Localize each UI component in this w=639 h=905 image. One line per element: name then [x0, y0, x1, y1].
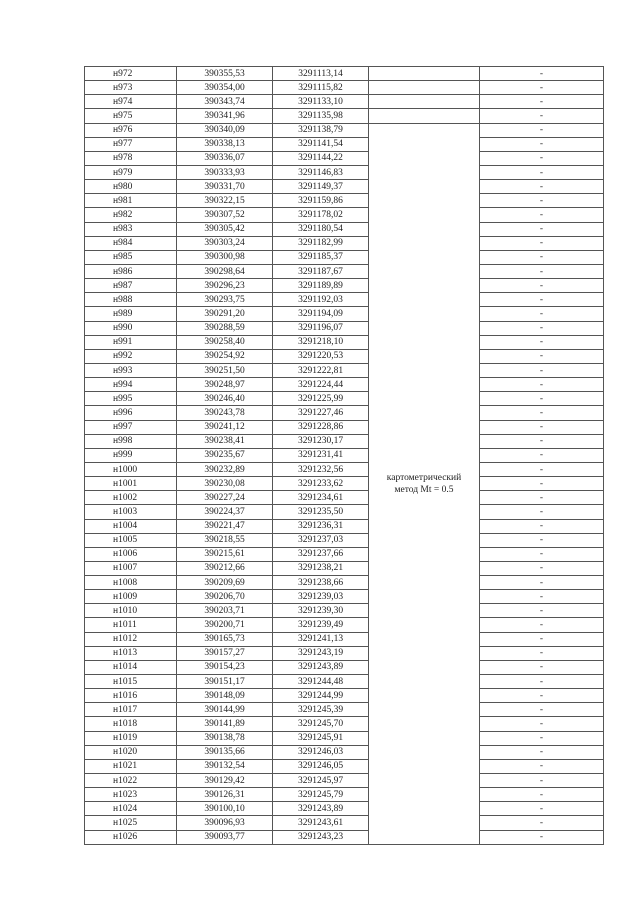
point-cell: н1016 [85, 689, 177, 703]
y-coordinate-cell: 3291246,03 [273, 745, 369, 759]
accuracy-cell: - [480, 165, 604, 179]
point-cell: н1019 [85, 731, 177, 745]
point-cell: н1024 [85, 802, 177, 816]
point-cell: н989 [85, 307, 177, 321]
accuracy-cell: - [480, 604, 604, 618]
y-coordinate-cell: 3291243,23 [273, 830, 369, 844]
table-row [85, 477, 604, 491]
accuracy-cell: - [480, 533, 604, 547]
x-coordinate-cell: 390354,00 [177, 81, 273, 95]
x-coordinate-cell: 390154,23 [177, 660, 273, 674]
y-coordinate-cell: 3291245,91 [273, 731, 369, 745]
point-cell: н1000 [85, 462, 177, 476]
y-coordinate-cell: 3291237,03 [273, 533, 369, 547]
point-cell: н992 [85, 349, 177, 363]
x-coordinate-cell: 390251,50 [177, 363, 273, 377]
x-coordinate-cell: 390215,61 [177, 547, 273, 561]
table-row [85, 222, 604, 236]
table-row [85, 689, 604, 703]
point-cell: н995 [85, 392, 177, 406]
y-coordinate-cell: 3291239,30 [273, 604, 369, 618]
method-cell-empty [369, 67, 480, 81]
point-cell: н973 [85, 81, 177, 95]
accuracy-cell: - [480, 660, 604, 674]
table-row [85, 349, 604, 363]
point-cell: н1017 [85, 703, 177, 717]
table-row [85, 802, 604, 816]
x-coordinate-cell: 390096,93 [177, 816, 273, 830]
y-coordinate-cell: 3291182,99 [273, 236, 369, 250]
point-cell: н1021 [85, 759, 177, 773]
y-coordinate-cell: 3291243,89 [273, 802, 369, 816]
point-cell: н1023 [85, 788, 177, 802]
point-cell: н978 [85, 151, 177, 165]
x-coordinate-cell: 390258,40 [177, 335, 273, 349]
table-row [85, 731, 604, 745]
y-coordinate-cell: 3291178,02 [273, 208, 369, 222]
point-cell: н984 [85, 236, 177, 250]
table-row [85, 236, 604, 250]
x-coordinate-cell: 390343,74 [177, 95, 273, 109]
accuracy-cell: - [480, 462, 604, 476]
point-cell: н997 [85, 420, 177, 434]
y-coordinate-cell: 3291244,99 [273, 689, 369, 703]
y-coordinate-cell: 3291115,82 [273, 81, 369, 95]
accuracy-cell: - [480, 788, 604, 802]
point-cell: н1009 [85, 590, 177, 604]
table-row [85, 774, 604, 788]
y-coordinate-cell: 3291243,61 [273, 816, 369, 830]
accuracy-cell: - [480, 208, 604, 222]
x-coordinate-cell: 390157,27 [177, 646, 273, 660]
x-coordinate-cell: 390129,42 [177, 774, 273, 788]
y-coordinate-cell: 3291222,81 [273, 363, 369, 377]
table-row [85, 816, 604, 830]
x-coordinate-cell: 390303,24 [177, 236, 273, 250]
accuracy-cell: - [480, 123, 604, 137]
x-coordinate-cell: 390300,98 [177, 250, 273, 264]
table-row [85, 448, 604, 462]
table-row [85, 137, 604, 151]
table-row [85, 293, 604, 307]
x-coordinate-cell: 390307,52 [177, 208, 273, 222]
y-coordinate-cell: 3291180,54 [273, 222, 369, 236]
y-coordinate-cell: 3291159,86 [273, 194, 369, 208]
accuracy-cell: - [480, 590, 604, 604]
accuracy-cell: - [480, 774, 604, 788]
x-coordinate-cell: 390293,75 [177, 293, 273, 307]
y-coordinate-cell: 3291185,37 [273, 250, 369, 264]
point-cell: н1005 [85, 533, 177, 547]
y-coordinate-cell: 3291246,05 [273, 759, 369, 773]
y-coordinate-cell: 3291243,19 [273, 646, 369, 660]
accuracy-cell: - [480, 378, 604, 392]
point-cell: н1001 [85, 477, 177, 491]
x-coordinate-cell: 390254,92 [177, 349, 273, 363]
accuracy-cell: - [480, 491, 604, 505]
table-row [85, 279, 604, 293]
point-cell: н1022 [85, 774, 177, 788]
method-cell-empty [369, 109, 480, 123]
x-coordinate-cell: 390243,78 [177, 406, 273, 420]
y-coordinate-cell: 3291244,48 [273, 675, 369, 689]
x-coordinate-cell: 390148,09 [177, 689, 273, 703]
accuracy-cell: - [480, 830, 604, 844]
y-coordinate-cell: 3291138,79 [273, 123, 369, 137]
x-coordinate-cell: 390200,71 [177, 618, 273, 632]
x-coordinate-cell: 390165,73 [177, 632, 273, 646]
table-row [85, 462, 604, 476]
x-coordinate-cell: 390232,89 [177, 462, 273, 476]
method-cell [369, 123, 480, 844]
accuracy-cell: - [480, 321, 604, 335]
accuracy-cell: - [480, 392, 604, 406]
y-coordinate-cell: 3291233,62 [273, 477, 369, 491]
point-cell: н986 [85, 264, 177, 278]
x-coordinate-cell: 390331,70 [177, 180, 273, 194]
accuracy-cell: - [480, 802, 604, 816]
y-coordinate-cell: 3291194,09 [273, 307, 369, 321]
table-row [85, 392, 604, 406]
table-row [85, 81, 604, 95]
y-coordinate-cell: 3291235,50 [273, 505, 369, 519]
point-cell: н990 [85, 321, 177, 335]
table-row [85, 491, 604, 505]
x-coordinate-cell: 390340,09 [177, 123, 273, 137]
table-row [85, 547, 604, 561]
point-cell: н974 [85, 95, 177, 109]
y-coordinate-cell: 3291239,49 [273, 618, 369, 632]
point-cell: н1011 [85, 618, 177, 632]
accuracy-cell: - [480, 420, 604, 434]
accuracy-cell: - [480, 81, 604, 95]
point-cell: н976 [85, 123, 177, 137]
table-row [85, 590, 604, 604]
accuracy-cell: - [480, 349, 604, 363]
point-cell: н998 [85, 434, 177, 448]
x-coordinate-cell: 390151,17 [177, 675, 273, 689]
table-row [85, 745, 604, 759]
accuracy-cell: - [480, 279, 604, 293]
x-coordinate-cell: 390144,99 [177, 703, 273, 717]
y-coordinate-cell: 3291227,46 [273, 406, 369, 420]
accuracy-cell: - [480, 759, 604, 773]
x-coordinate-cell: 390322,15 [177, 194, 273, 208]
coordinates-table [84, 66, 604, 845]
accuracy-cell: - [480, 632, 604, 646]
accuracy-cell: - [480, 646, 604, 660]
point-cell: н1025 [85, 816, 177, 830]
accuracy-cell: - [480, 689, 604, 703]
table-row [85, 250, 604, 264]
table-row [85, 151, 604, 165]
x-coordinate-cell: 390093,77 [177, 830, 273, 844]
x-coordinate-cell: 390138,78 [177, 731, 273, 745]
point-cell: н985 [85, 250, 177, 264]
accuracy-cell: - [480, 95, 604, 109]
x-coordinate-cell: 390338,13 [177, 137, 273, 151]
point-cell: н977 [85, 137, 177, 151]
table-row [85, 335, 604, 349]
point-cell: н980 [85, 180, 177, 194]
table-row [85, 604, 604, 618]
y-coordinate-cell: 3291187,67 [273, 264, 369, 278]
point-cell: н988 [85, 293, 177, 307]
x-coordinate-cell: 390100,10 [177, 802, 273, 816]
accuracy-cell: - [480, 194, 604, 208]
point-cell: н1004 [85, 519, 177, 533]
table-row [85, 646, 604, 660]
table-row [85, 264, 604, 278]
method-cell-empty [369, 95, 480, 109]
point-cell: н1013 [85, 646, 177, 660]
point-cell: н991 [85, 335, 177, 349]
table-row [85, 434, 604, 448]
accuracy-cell: - [480, 505, 604, 519]
x-coordinate-cell: 390203,71 [177, 604, 273, 618]
point-cell: н975 [85, 109, 177, 123]
point-cell: н1002 [85, 491, 177, 505]
y-coordinate-cell: 3291245,97 [273, 774, 369, 788]
x-coordinate-cell: 390248,97 [177, 378, 273, 392]
accuracy-cell: - [480, 434, 604, 448]
x-coordinate-cell: 390235,67 [177, 448, 273, 462]
accuracy-cell: - [480, 363, 604, 377]
table-row [85, 406, 604, 420]
point-cell: н1006 [85, 547, 177, 561]
point-cell: н1015 [85, 675, 177, 689]
table-row [85, 420, 604, 434]
x-coordinate-cell: 390218,55 [177, 533, 273, 547]
x-coordinate-cell: 390141,89 [177, 717, 273, 731]
accuracy-cell: - [480, 731, 604, 745]
accuracy-cell: - [480, 618, 604, 632]
point-cell: н1018 [85, 717, 177, 731]
table-row [85, 660, 604, 674]
method-cell-empty [369, 81, 480, 95]
table-row [85, 109, 604, 123]
x-coordinate-cell: 390355,53 [177, 67, 273, 81]
x-coordinate-cell: 390296,23 [177, 279, 273, 293]
y-coordinate-cell: 3291144,22 [273, 151, 369, 165]
accuracy-cell: - [480, 547, 604, 561]
y-coordinate-cell: 3291224,44 [273, 378, 369, 392]
table-row [85, 618, 604, 632]
point-cell: н994 [85, 378, 177, 392]
x-coordinate-cell: 390238,41 [177, 434, 273, 448]
accuracy-cell: - [480, 745, 604, 759]
table-row [85, 95, 604, 109]
table-row [85, 165, 604, 179]
point-cell: н1026 [85, 830, 177, 844]
y-coordinate-cell: 3291232,56 [273, 462, 369, 476]
x-coordinate-cell: 390230,08 [177, 477, 273, 491]
table-row [85, 703, 604, 717]
y-coordinate-cell: 3291196,07 [273, 321, 369, 335]
x-coordinate-cell: 390221,47 [177, 519, 273, 533]
accuracy-cell: - [480, 519, 604, 533]
point-cell: н982 [85, 208, 177, 222]
x-coordinate-cell: 390298,64 [177, 264, 273, 278]
table-row [85, 67, 604, 81]
y-coordinate-cell: 3291228,86 [273, 420, 369, 434]
point-cell: н1014 [85, 660, 177, 674]
point-cell: н1020 [85, 745, 177, 759]
y-coordinate-cell: 3291245,39 [273, 703, 369, 717]
accuracy-cell: - [480, 293, 604, 307]
table-row [85, 519, 604, 533]
point-cell: н996 [85, 406, 177, 420]
y-coordinate-cell: 3291236,31 [273, 519, 369, 533]
x-coordinate-cell: 390288,59 [177, 321, 273, 335]
y-coordinate-cell: 3291225,99 [273, 392, 369, 406]
y-coordinate-cell: 3291135,98 [273, 109, 369, 123]
x-coordinate-cell: 390206,70 [177, 590, 273, 604]
accuracy-cell: - [480, 406, 604, 420]
accuracy-cell: - [480, 307, 604, 321]
accuracy-cell: - [480, 151, 604, 165]
y-coordinate-cell: 3291218,10 [273, 335, 369, 349]
table-row [85, 533, 604, 547]
x-coordinate-cell: 390333,93 [177, 165, 273, 179]
y-coordinate-cell: 3291192,03 [273, 293, 369, 307]
y-coordinate-cell: 3291238,21 [273, 561, 369, 575]
table-row [85, 363, 604, 377]
y-coordinate-cell: 3291220,53 [273, 349, 369, 363]
point-cell: н1003 [85, 505, 177, 519]
point-cell: н1008 [85, 576, 177, 590]
y-coordinate-cell: 3291245,70 [273, 717, 369, 731]
y-coordinate-cell: 3291237,66 [273, 547, 369, 561]
point-cell: н983 [85, 222, 177, 236]
table-row [85, 632, 604, 646]
accuracy-cell: - [480, 137, 604, 151]
accuracy-cell: - [480, 703, 604, 717]
point-cell: н1007 [85, 561, 177, 575]
y-coordinate-cell: 3291189,89 [273, 279, 369, 293]
accuracy-cell: - [480, 448, 604, 462]
y-coordinate-cell: 3291231,41 [273, 448, 369, 462]
table-row [85, 717, 604, 731]
table-row [85, 194, 604, 208]
x-coordinate-cell: 390135,66 [177, 745, 273, 759]
y-coordinate-cell: 3291234,61 [273, 491, 369, 505]
point-cell: н999 [85, 448, 177, 462]
y-coordinate-cell: 3291238,66 [273, 576, 369, 590]
table-row [85, 321, 604, 335]
table-row [85, 759, 604, 773]
x-coordinate-cell: 390336,07 [177, 151, 273, 165]
point-cell: н1010 [85, 604, 177, 618]
table-row [85, 576, 604, 590]
accuracy-cell: - [480, 335, 604, 349]
accuracy-cell: - [480, 675, 604, 689]
y-coordinate-cell: 3291113,14 [273, 67, 369, 81]
table-row [85, 180, 604, 194]
table-row [85, 675, 604, 689]
y-coordinate-cell: 3291141,54 [273, 137, 369, 151]
table-row [85, 378, 604, 392]
point-cell: н981 [85, 194, 177, 208]
x-coordinate-cell: 390227,24 [177, 491, 273, 505]
accuracy-cell: - [480, 250, 604, 264]
y-coordinate-cell: 3291146,83 [273, 165, 369, 179]
method-label: картометрический [386, 472, 462, 483]
y-coordinate-cell: 3291149,37 [273, 180, 369, 194]
table-row [85, 561, 604, 575]
x-coordinate-cell: 390209,69 [177, 576, 273, 590]
accuracy-cell: - [480, 561, 604, 575]
table-row [85, 788, 604, 802]
accuracy-cell: - [480, 576, 604, 590]
y-coordinate-cell: 3291243,89 [273, 660, 369, 674]
table-row [85, 830, 604, 844]
x-coordinate-cell: 390132,54 [177, 759, 273, 773]
accuracy-cell: - [480, 816, 604, 830]
accuracy-cell: - [480, 264, 604, 278]
y-coordinate-cell: 3291133,10 [273, 95, 369, 109]
x-coordinate-cell: 390126,31 [177, 788, 273, 802]
x-coordinate-cell: 390305,42 [177, 222, 273, 236]
x-coordinate-cell: 390224,37 [177, 505, 273, 519]
x-coordinate-cell: 390341,96 [177, 109, 273, 123]
method-accuracy-label: метод Mt = 0.5 [394, 484, 454, 495]
accuracy-cell: - [480, 236, 604, 250]
point-cell: н1012 [85, 632, 177, 646]
point-cell: н987 [85, 279, 177, 293]
point-cell: н972 [85, 67, 177, 81]
y-coordinate-cell: 3291230,17 [273, 434, 369, 448]
accuracy-cell: - [480, 180, 604, 194]
point-cell: н979 [85, 165, 177, 179]
y-coordinate-cell: 3291241,13 [273, 632, 369, 646]
coordinates-table-body [85, 67, 604, 845]
x-coordinate-cell: 390241,12 [177, 420, 273, 434]
x-coordinate-cell: 390291,20 [177, 307, 273, 321]
x-coordinate-cell: 390246,40 [177, 392, 273, 406]
accuracy-cell: - [480, 109, 604, 123]
table-row [85, 123, 604, 137]
accuracy-cell: - [480, 222, 604, 236]
y-coordinate-cell: 3291245,79 [273, 788, 369, 802]
y-coordinate-cell: 3291239,03 [273, 590, 369, 604]
table-row [85, 307, 604, 321]
accuracy-cell: - [480, 477, 604, 491]
table-row [85, 208, 604, 222]
point-cell: н993 [85, 363, 177, 377]
accuracy-cell: - [480, 67, 604, 81]
x-coordinate-cell: 390212,66 [177, 561, 273, 575]
accuracy-cell: - [480, 717, 604, 731]
table-row [85, 505, 604, 519]
